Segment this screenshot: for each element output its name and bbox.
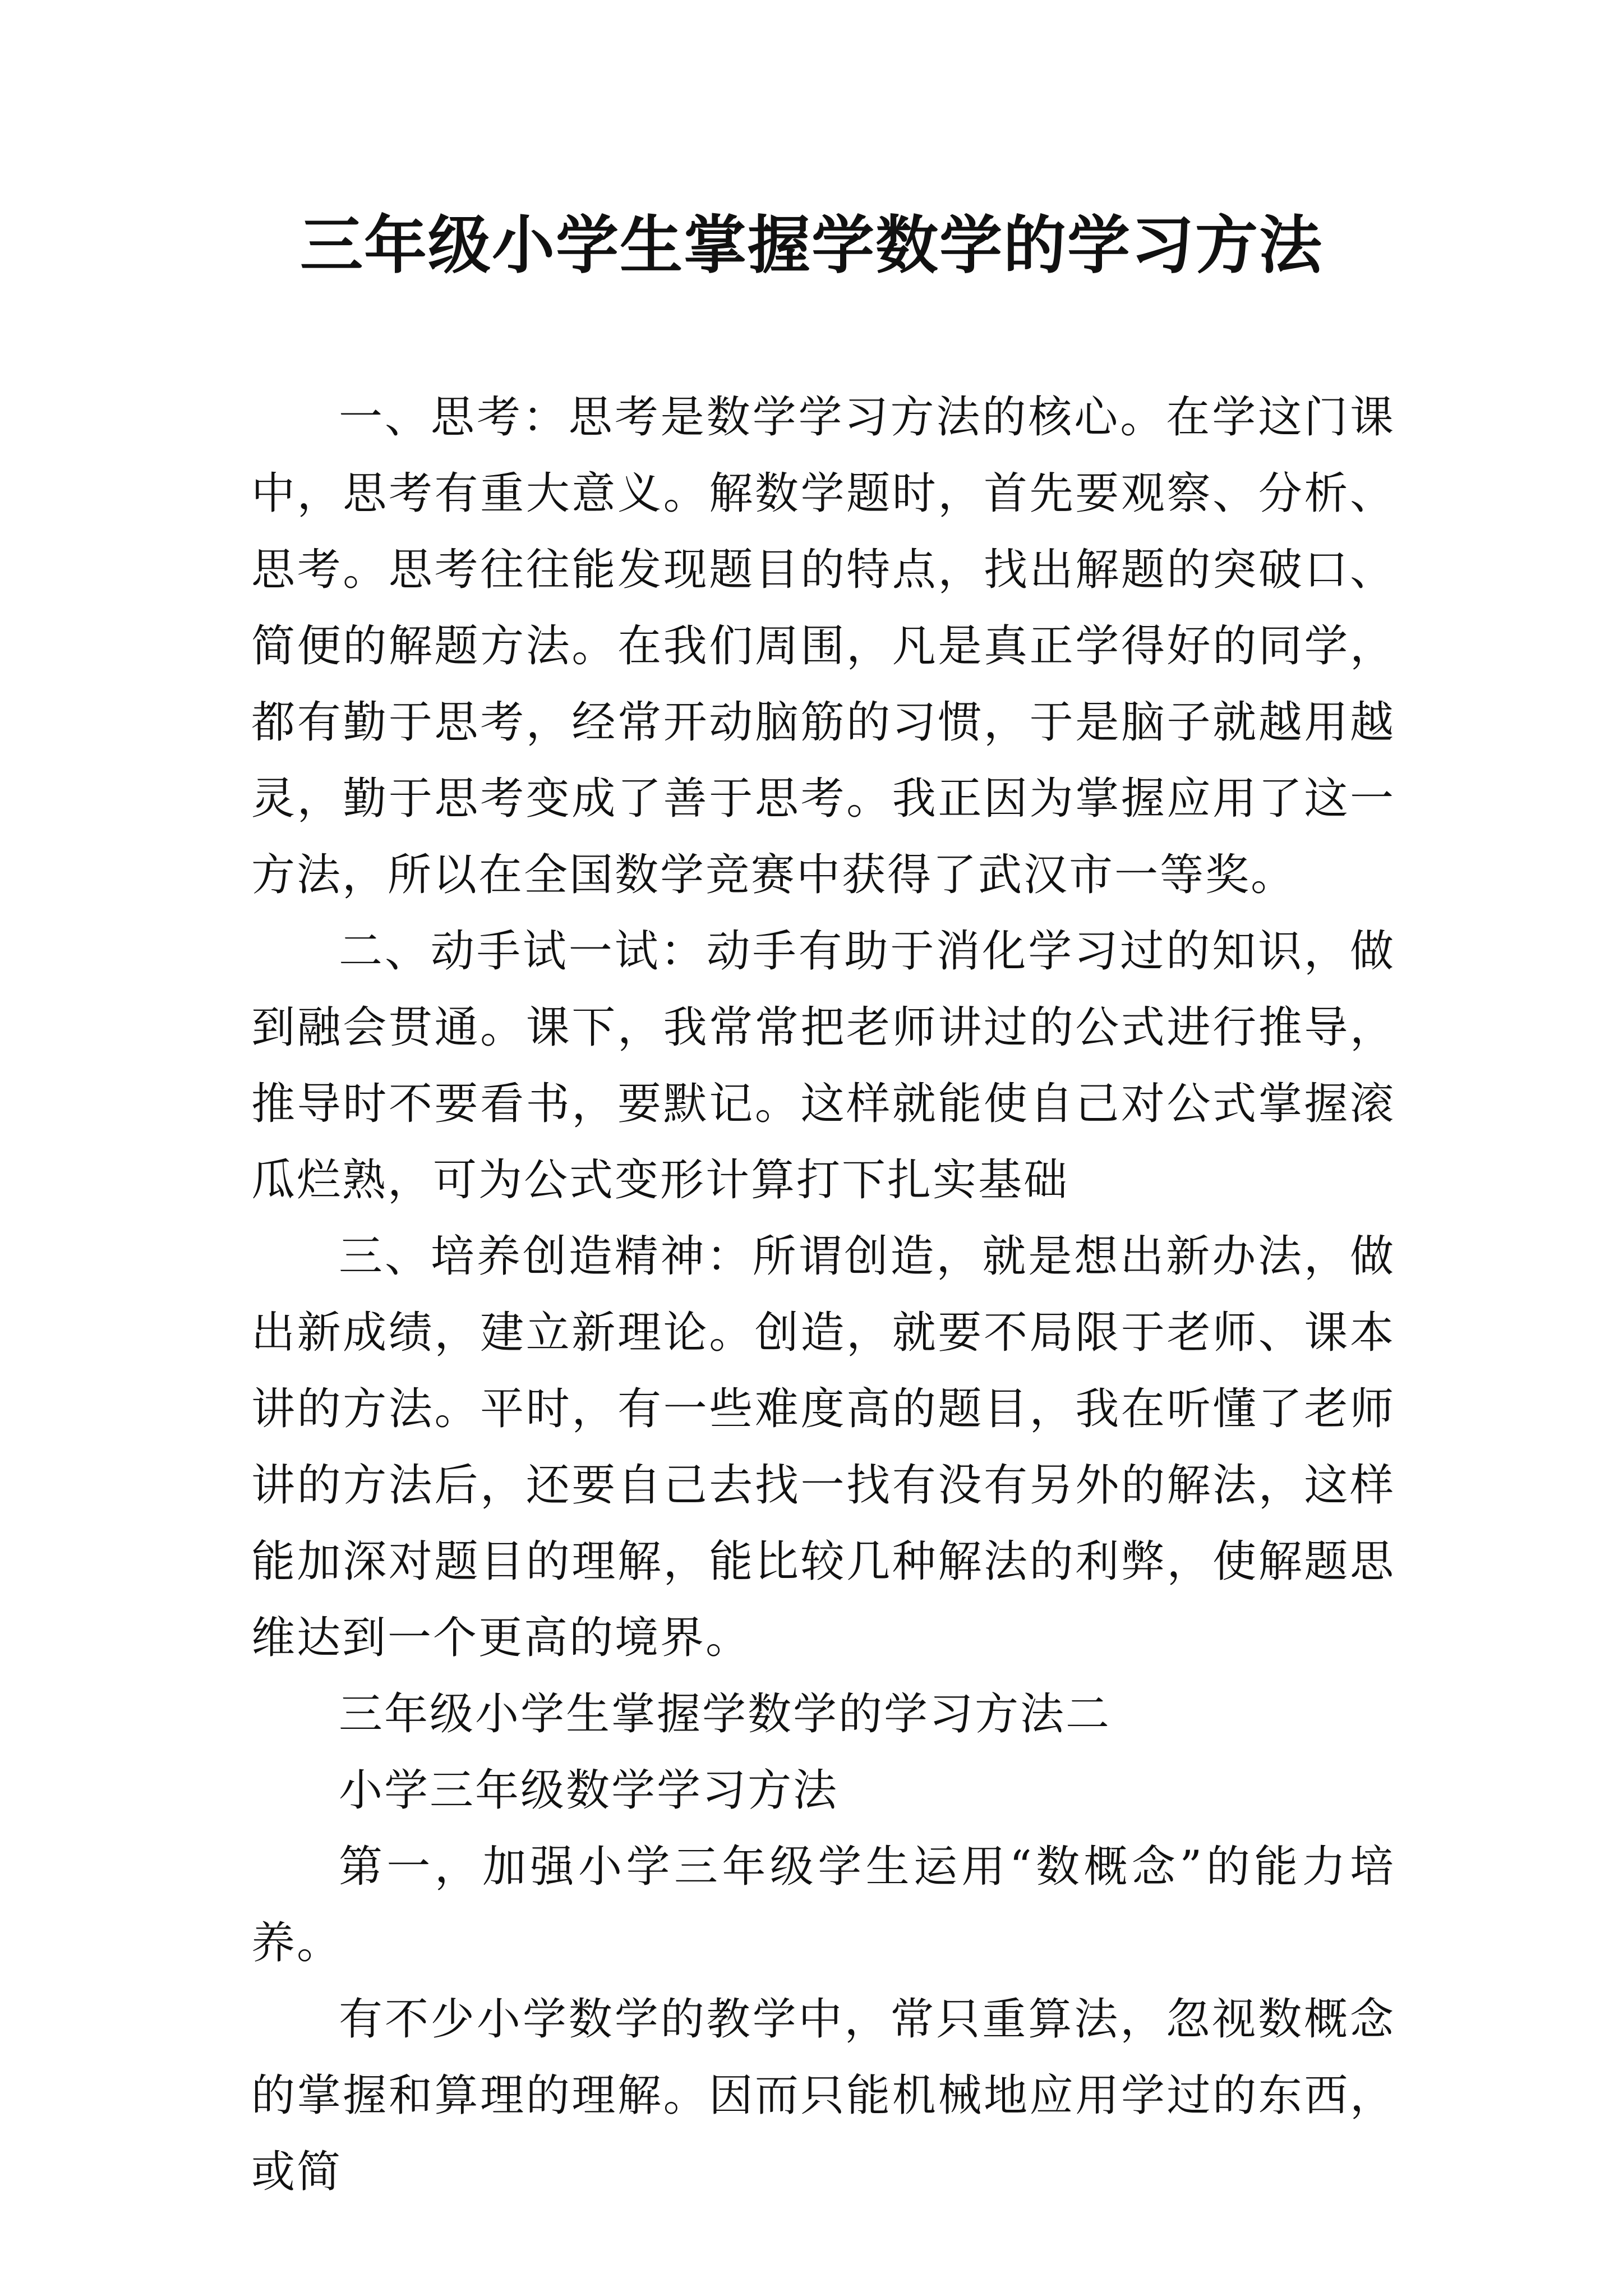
paragraph-point-one: 第一，加强小学三年级学生运用“数概念”的能力培养。	[251, 1842, 1395, 1968]
paragraph-hands-on: 二、动手试一试：动手有助于消化学习过的知识，做到融会贯通。课下，我常常把老师讲过的公式进行推导，推导时不要看书，要默记。这样就能使自己对公式掌握滚瓜烂熟，可为公式变形计算打下扎实基础	[251, 926, 1395, 1205]
document-title: 三年级小学生掌握学数学的学习方法	[300, 209, 1323, 282]
section-heading-part-two: 三年级小学生掌握学数学的学习方法二	[339, 1689, 1112, 1740]
document-body	[251, 379, 1395, 2210]
paragraph-creativity: 三、培养创造精神：所谓创造，就是想出新办法，做出新成绩，建立新理论。创造，就要不局限于老师、课本讲的方法。平时，有一些难度高的题目，我在听懂了老师讲的方法后，还要自己去找一找有没有另外的解法，这样能加深对题目的理解，能比较几种解法的利弊，使解题思维达到一个更高的境界。	[251, 1231, 1395, 1663]
paragraph-thinking: 一、思考：思考是数学学习方法的核心。在学这门课中，思考有重大意义。解数学题时，首先要观察、分析、思考。思考往往能发现题目的特点，找出解题的突破口、简便的解题方法。在我们周围，凡是真正学得好的同学，都有勤于思考，经常开动脑筋的习惯，于是脑子就越用越灵，勤于思考变成了善于思考。我正因为掌握应用了这一方法，所以在全国数学竞赛中获得了武汉市一等奖。	[251, 392, 1395, 900]
section-subheading: 小学三年级数学学习方法	[339, 1765, 839, 1816]
paragraph-point-one-detail: 有不少小学数学的教学中，常只重算法，忽视数概念的掌握和算理的理解。因而只能机械地应用学过的东西，或简	[251, 1994, 1395, 2197]
